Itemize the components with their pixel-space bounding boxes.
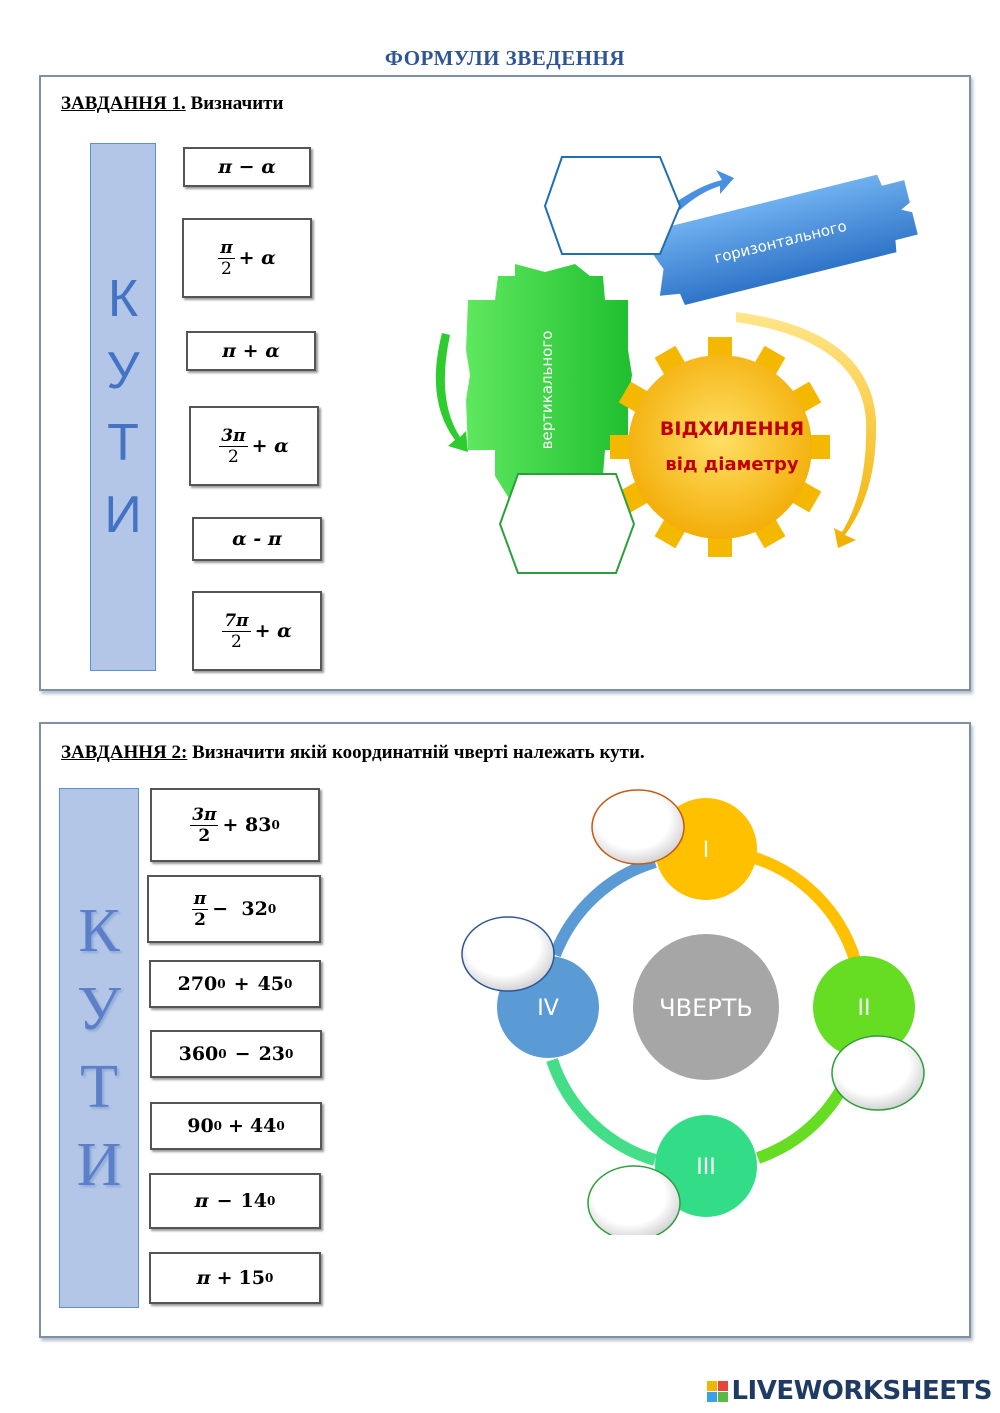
fraction-denominator: 2 (198, 825, 211, 846)
deg-op: − (216, 1190, 233, 1212)
fraction-numerator: 3π (221, 425, 246, 446)
pi-symbol: π (194, 1190, 209, 1212)
blue-arrow-icon (672, 170, 734, 210)
center-label: ЧВЕРТЬ (659, 994, 753, 1022)
task2-formula-box[interactable]: π + 15 0 (149, 1252, 321, 1304)
deg-b: 15 (238, 1267, 265, 1289)
horizontal-blob (644, 169, 920, 311)
formula-fraction (218, 238, 234, 279)
task2-heading-label: ЗАВДАННЯ 2: (61, 742, 188, 763)
horizontal-label: горизонтального (712, 216, 849, 268)
gear-line2: від діаметру (665, 454, 799, 475)
task2-vertical-label (59, 788, 139, 1308)
degree-sup: 0 (271, 818, 280, 832)
answer-oval-I[interactable] (592, 790, 684, 864)
fraction-denominator: 2 (228, 446, 239, 467)
formula-fraction (192, 889, 208, 930)
task2-formula-box[interactable]: 270 0 + 45 0 (149, 960, 321, 1008)
fraction-denominator: 2 (194, 909, 206, 930)
task2-letter: И (76, 1131, 122, 1199)
quarter-label: III (696, 1155, 716, 1180)
task1-formula-box[interactable] (186, 331, 316, 371)
formula-rest: − 32 (212, 898, 268, 920)
task1-formula-box[interactable] (189, 406, 319, 486)
degree-sup: 0 (267, 902, 277, 916)
quarter-label: IV (537, 996, 559, 1021)
deg-op: + (233, 973, 250, 995)
task2-formula-box[interactable] (147, 875, 321, 943)
liveworksheets-logo (707, 1376, 992, 1406)
fraction-numerator: 3π (192, 804, 217, 825)
answer-oval-II[interactable] (832, 1036, 924, 1110)
task2-formula-box[interactable]: π − 14 0 (149, 1173, 321, 1229)
quarter-label: I (702, 838, 710, 863)
formula-fraction (222, 611, 250, 652)
page-title: ФОРМУЛИ ЗВЕДЕННЯ (384, 46, 626, 70)
task2-letter: У (77, 975, 121, 1043)
fraction-denominator: 2 (221, 258, 232, 279)
deg-op: + (228, 1115, 244, 1137)
deg-b: 45 (257, 973, 285, 995)
deg-a: 90 (187, 1115, 214, 1137)
task1-letter: У (106, 342, 140, 400)
task1-diagram (420, 140, 940, 590)
green-arrow-icon (436, 333, 468, 452)
task1-formula-box[interactable] (183, 147, 311, 187)
fraction-denominator: 2 (231, 631, 242, 652)
deg-b: 23 (258, 1043, 286, 1065)
formula-rest: + α (251, 435, 289, 457)
fraction-numerator: π (220, 237, 233, 258)
deg-b: 14 (240, 1190, 267, 1212)
task1-heading-label: ЗАВДАННЯ 1. (61, 93, 186, 114)
gear-shape (610, 337, 830, 557)
task1-heading (61, 93, 283, 115)
formula-text: π − α (218, 156, 276, 178)
task2-letter: К (78, 897, 120, 965)
quarter-label: II (857, 996, 871, 1021)
formula-text: α - π (232, 528, 282, 550)
task2-heading (61, 742, 645, 764)
ring-arc-4 (555, 862, 655, 955)
task1-letter: И (104, 486, 142, 544)
gear-line1: ВІДХИЛЕННЯ (659, 418, 805, 440)
task2-heading-text: Визначити якій координатній чверті належать кути. (187, 742, 645, 763)
task1-vertical-label (90, 143, 156, 671)
fraction-numerator: π (193, 888, 207, 909)
ring-arc-3 (552, 1060, 655, 1160)
task1-heading-text: Визначити (185, 93, 284, 114)
task2-cycle-diagram (455, 785, 935, 1235)
task1-letter: Т (107, 414, 139, 472)
formula-rest: + α (238, 247, 276, 269)
deg-op: − (234, 1043, 251, 1065)
formula-fraction (219, 426, 247, 467)
answer-hexagon-top[interactable] (545, 157, 680, 254)
formula-text: π + α (222, 340, 280, 362)
pi-symbol: π (196, 1267, 211, 1289)
formula-fraction (190, 805, 218, 846)
task1-formula-box[interactable] (182, 218, 312, 298)
brand-name: LIVEWORKSHEETS (731, 1376, 992, 1406)
deg-op: + (216, 1267, 233, 1289)
task2-formula-box[interactable]: 90 0 + 44 0 (150, 1102, 322, 1150)
fraction-numerator: 7π (224, 610, 249, 631)
task1-formula-box[interactable] (192, 517, 322, 561)
answer-oval-III[interactable] (588, 1166, 680, 1235)
deg-b: 44 (249, 1115, 277, 1137)
task2-formula-box[interactable]: 360 0 − 23 0 (150, 1030, 322, 1078)
task1-formula-box[interactable] (192, 591, 322, 671)
ring-arc-1 (755, 858, 855, 960)
deg-a: 360 (178, 1043, 219, 1065)
task1-letter: К (107, 270, 139, 328)
vertical-label: вертикального (538, 330, 556, 450)
formula-rest: + 83 (222, 814, 272, 836)
task2-letter: Т (80, 1053, 118, 1121)
deg-a: 270 (177, 973, 218, 995)
answer-oval-IV[interactable] (462, 917, 554, 991)
answer-hexagon-bottom[interactable] (500, 474, 634, 573)
formula-rest: + α (254, 620, 292, 642)
logo-icon (707, 1381, 728, 1402)
task2-formula-box[interactable] (150, 788, 320, 862)
